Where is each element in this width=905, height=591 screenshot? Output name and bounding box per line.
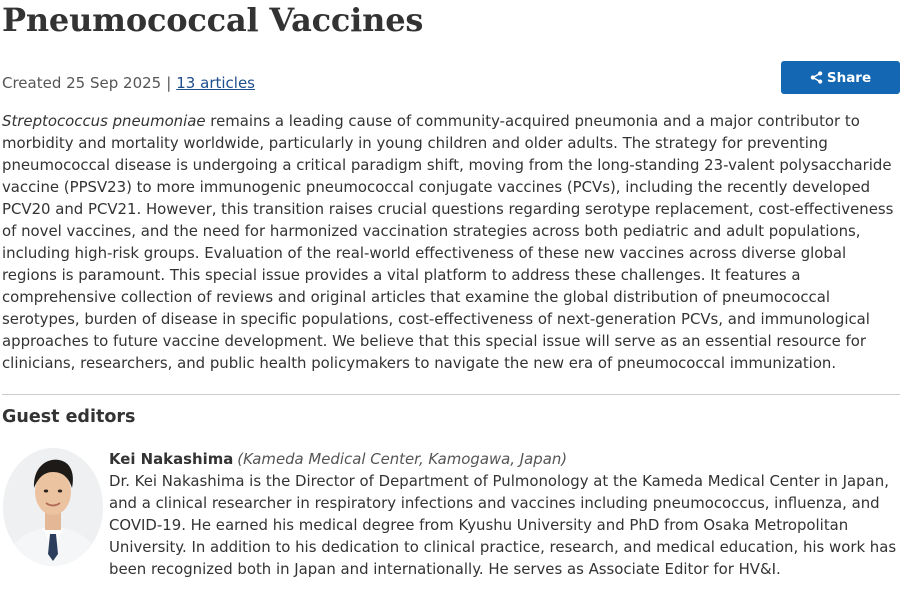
articles-link[interactable]: 13 articles [176,74,255,92]
share-icon [810,71,823,84]
collection-meta [2,73,255,93]
editor-bio: Dr. Kei Nakashima is the Director of Department of Pulmonology at the Kameda Medical Center in Japan, and a clinical researcher in respiratory infections and vaccines including pneumococcus, influenza, and COVID-19. He earned his medical degree from Kyushu University and PhD from Osaka Metropolitan University. In addition to his dedication to clinical practice, research, and medical education, his work has been recognized both in Japan and internationally. He serves as Associate Editor for HV&I. [109,472,897,578]
guest-editors-heading: Guest editors [2,407,136,427]
editor-heading [109,448,904,470]
collection-description [2,110,902,374]
share-button[interactable] [781,61,900,94]
section-divider [2,394,900,395]
editor-entry [109,448,904,580]
species-name: Streptococcus pneumoniae [2,112,206,130]
page-title: Pneumococcal Vaccines [2,1,424,39]
description-text: remains a leading cause of community-acquired pneumonia and a major contributor to morbidity and mortality worldwide, particularly in young children and older adults. The strategy for preventing pneumococcal disease is undergoing a critical paradigm shift, moving from the long-standing 23-valent polysaccharide vaccine (PPSV23) to more immunogenic pneumococcal conjugate vaccines (PCVs), including the recently developed PCV20 and PCV21. However, this transition raises crucial questions regarding serotype replacement, cost-effectiveness of novel vaccines, and the need for harmonized vaccination strategies across both pediatric and adult populations, including high-risk groups. Evaluation of the real-world effectiveness of these new vaccines across diverse global regions is paramount. This special issue provides a vital platform to address these challenges. It features a comprehensive collection of reviews and original articles that examine the global distribution of pneumococcal serotypes, burden of disease in specific populations, cost-effectiveness of next-generation PCVs, and immunological approaches to future vaccine development. We believe that this special issue will serve as an essential resource for clinicians, researchers, and public health policymakers to navigate the new era of pneumococcal immunization. [2,112,894,372]
editor-name: Kei Nakashima [109,450,234,468]
created-date: Created 25 Sep 2025 [2,74,162,92]
editor-photo [3,448,103,566]
editor-affiliation: (Kameda Medical Center, Kamogawa, Japan) [237,450,568,468]
share-label: Share [826,69,872,86]
meta-separator: | [166,74,172,92]
